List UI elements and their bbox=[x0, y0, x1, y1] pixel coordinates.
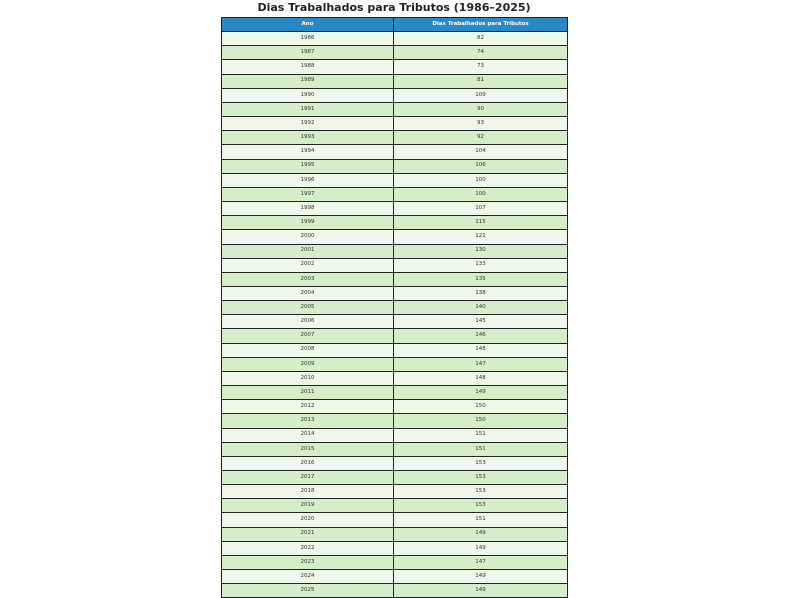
year-cell: 2013 bbox=[222, 414, 394, 428]
year-cell: 1989 bbox=[222, 74, 394, 88]
table-body bbox=[222, 32, 568, 598]
days-cell: 149 bbox=[394, 527, 568, 541]
table-title: Dias Trabalhados para Tributos (1986–2025) bbox=[257, 1, 531, 14]
table-row bbox=[222, 187, 568, 201]
year-cell: 2006 bbox=[222, 315, 394, 329]
year-cell: 2008 bbox=[222, 343, 394, 357]
table-row bbox=[222, 60, 568, 74]
table-row bbox=[222, 584, 568, 598]
year-cell: 1988 bbox=[222, 60, 394, 74]
table-row bbox=[222, 343, 568, 357]
table-row bbox=[222, 88, 568, 102]
days-cell: 109 bbox=[394, 88, 568, 102]
days-cell: 115 bbox=[394, 216, 568, 230]
year-cell: 2001 bbox=[222, 244, 394, 258]
days-cell: 73 bbox=[394, 60, 568, 74]
year-cell: 2000 bbox=[222, 230, 394, 244]
year-cell: 2017 bbox=[222, 471, 394, 485]
year-cell: 2009 bbox=[222, 357, 394, 371]
days-cell: 145 bbox=[394, 315, 568, 329]
days-cell: 151 bbox=[394, 428, 568, 442]
year-cell: 2012 bbox=[222, 400, 394, 414]
table-row bbox=[222, 230, 568, 244]
days-cell: 149 bbox=[394, 386, 568, 400]
year-cell: 1998 bbox=[222, 202, 394, 216]
year-cell: 2020 bbox=[222, 513, 394, 527]
year-cell: 2021 bbox=[222, 527, 394, 541]
table-row bbox=[222, 244, 568, 258]
table-row bbox=[222, 541, 568, 555]
days-cell: 82 bbox=[394, 32, 568, 46]
year-cell: 1990 bbox=[222, 88, 394, 102]
table-row bbox=[222, 400, 568, 414]
table-row bbox=[222, 46, 568, 60]
days-cell: 81 bbox=[394, 74, 568, 88]
table-row bbox=[222, 456, 568, 470]
table-row bbox=[222, 386, 568, 400]
table-row bbox=[222, 272, 568, 286]
days-cell: 140 bbox=[394, 301, 568, 315]
days-cell: 153 bbox=[394, 485, 568, 499]
data-table bbox=[221, 17, 568, 598]
year-cell: 1987 bbox=[222, 46, 394, 60]
days-cell: 107 bbox=[394, 202, 568, 216]
year-cell: 2003 bbox=[222, 272, 394, 286]
table-row bbox=[222, 555, 568, 569]
days-cell: 151 bbox=[394, 442, 568, 456]
days-cell: 147 bbox=[394, 555, 568, 569]
days-cell: 121 bbox=[394, 230, 568, 244]
table-row bbox=[222, 173, 568, 187]
year-cell: 1986 bbox=[222, 32, 394, 46]
days-cell: 133 bbox=[394, 258, 568, 272]
table-row bbox=[222, 286, 568, 300]
days-cell: 153 bbox=[394, 471, 568, 485]
days-cell: 146 bbox=[394, 329, 568, 343]
year-cell: 2007 bbox=[222, 329, 394, 343]
table-row bbox=[222, 442, 568, 456]
year-cell: 1992 bbox=[222, 117, 394, 131]
days-cell: 148 bbox=[394, 371, 568, 385]
table-row bbox=[222, 329, 568, 343]
table-row bbox=[222, 159, 568, 173]
days-cell: 90 bbox=[394, 102, 568, 116]
year-cell: 2014 bbox=[222, 428, 394, 442]
table-row bbox=[222, 131, 568, 145]
table-row bbox=[222, 570, 568, 584]
year-cell: 2004 bbox=[222, 286, 394, 300]
days-cell: 150 bbox=[394, 414, 568, 428]
year-cell: 2002 bbox=[222, 258, 394, 272]
days-cell: 130 bbox=[394, 244, 568, 258]
year-cell: 1997 bbox=[222, 187, 394, 201]
table-row bbox=[222, 202, 568, 216]
table-row bbox=[222, 357, 568, 371]
days-cell: 135 bbox=[394, 272, 568, 286]
table-row bbox=[222, 32, 568, 46]
column-header-days: Dias Trabalhados para Tributos bbox=[394, 18, 568, 32]
year-cell: 2016 bbox=[222, 456, 394, 470]
days-cell: 138 bbox=[394, 286, 568, 300]
year-cell: 2023 bbox=[222, 555, 394, 569]
table-row bbox=[222, 74, 568, 88]
year-cell: 2005 bbox=[222, 301, 394, 315]
year-cell: 2024 bbox=[222, 570, 394, 584]
table-row bbox=[222, 471, 568, 485]
year-cell: 2025 bbox=[222, 584, 394, 598]
table-row bbox=[222, 527, 568, 541]
year-cell: 2018 bbox=[222, 485, 394, 499]
year-cell: 1993 bbox=[222, 131, 394, 145]
days-cell: 104 bbox=[394, 145, 568, 159]
days-cell: 100 bbox=[394, 187, 568, 201]
days-cell: 149 bbox=[394, 570, 568, 584]
table-row bbox=[222, 117, 568, 131]
table-row bbox=[222, 499, 568, 513]
table-row bbox=[222, 145, 568, 159]
year-cell: 2022 bbox=[222, 541, 394, 555]
table-row bbox=[222, 513, 568, 527]
year-cell: 1994 bbox=[222, 145, 394, 159]
header-row bbox=[222, 18, 568, 32]
year-cell: 1995 bbox=[222, 159, 394, 173]
table-row bbox=[222, 102, 568, 116]
table-row bbox=[222, 414, 568, 428]
year-cell: 2019 bbox=[222, 499, 394, 513]
column-header-year: Ano bbox=[222, 18, 394, 32]
table-row bbox=[222, 315, 568, 329]
year-cell: 1996 bbox=[222, 173, 394, 187]
year-cell: 2011 bbox=[222, 386, 394, 400]
days-cell: 106 bbox=[394, 159, 568, 173]
days-cell: 100 bbox=[394, 173, 568, 187]
days-cell: 93 bbox=[394, 117, 568, 131]
table-row bbox=[222, 371, 568, 385]
days-cell: 150 bbox=[394, 400, 568, 414]
table-row bbox=[222, 428, 568, 442]
days-cell: 149 bbox=[394, 541, 568, 555]
days-cell: 149 bbox=[394, 584, 568, 598]
year-cell: 1991 bbox=[222, 102, 394, 116]
year-cell: 2010 bbox=[222, 371, 394, 385]
days-cell: 148 bbox=[394, 343, 568, 357]
days-cell: 151 bbox=[394, 513, 568, 527]
table-row bbox=[222, 485, 568, 499]
days-cell: 92 bbox=[394, 131, 568, 145]
days-cell: 153 bbox=[394, 456, 568, 470]
year-cell: 1999 bbox=[222, 216, 394, 230]
days-cell: 153 bbox=[394, 499, 568, 513]
table-row bbox=[222, 216, 568, 230]
days-cell: 74 bbox=[394, 46, 568, 60]
year-cell: 2015 bbox=[222, 442, 394, 456]
table-row bbox=[222, 301, 568, 315]
table-row bbox=[222, 258, 568, 272]
days-cell: 147 bbox=[394, 357, 568, 371]
